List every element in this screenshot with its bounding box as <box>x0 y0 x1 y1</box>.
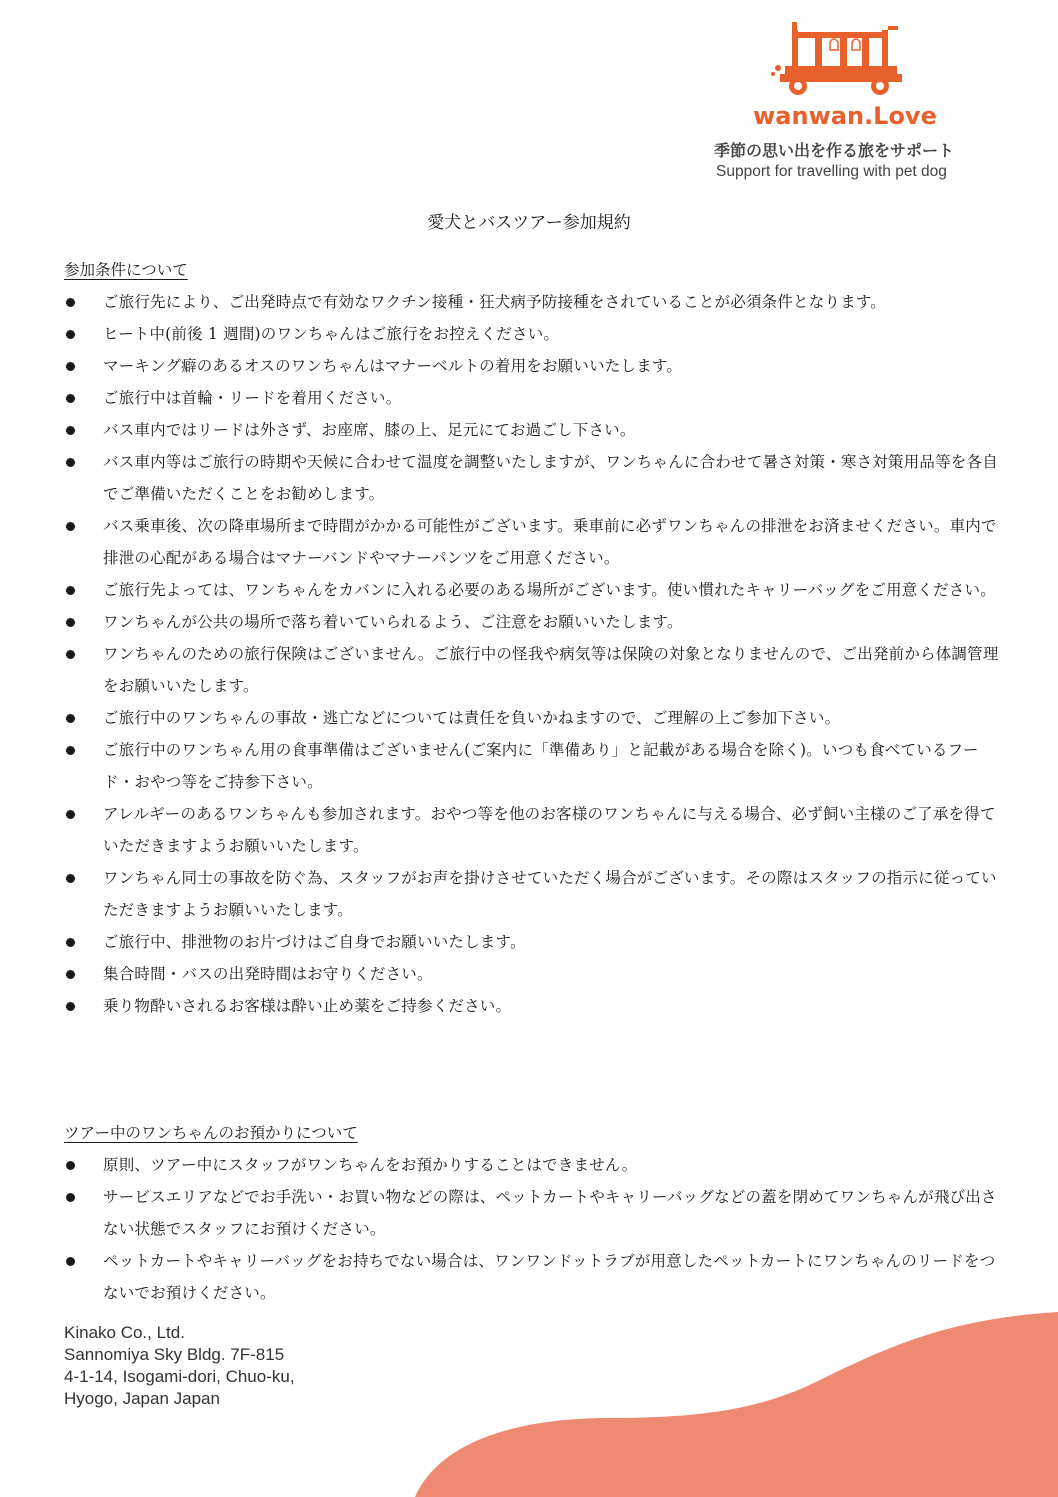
bullet-icon <box>66 1257 75 1266</box>
company-address <box>64 1322 295 1410</box>
bullet-icon <box>66 330 75 339</box>
section-heading: 参加条件について <box>64 261 188 279</box>
bullet-icon <box>66 298 75 307</box>
bullet-icon <box>66 1193 75 1202</box>
bullet-icon <box>66 1161 75 1170</box>
list-item: ヒート中(前後 1 週間)のワンちゃんはご旅行をお控えください。 <box>64 318 999 350</box>
list-item: ワンちゃんのための旅行保険はございません。ご旅行中の怪我や病気等は保険の対象となりませんので、ご出発前から体調管理をお願いいたします。 <box>64 638 999 702</box>
bullet-icon <box>66 1002 75 1011</box>
list-item: 乗り物酔いされるお客様は酔い止め薬をご持参ください。 <box>64 990 999 1022</box>
list-item: バス乗車後、次の降車場所まで時間がかかる可能性がございます。乗車前に必ずワンちゃんの排泄をお済ませください。車内で排泄の心配がある場合はマナーバンドやマナーパンツをご用意ください。 <box>64 510 999 574</box>
section-heading: ツアー中のワンちゃんのお預かりについて <box>64 1124 358 1142</box>
bullet-icon <box>66 522 75 531</box>
bullet-icon <box>66 426 75 435</box>
bullet-icon <box>66 650 75 659</box>
bullet-icon <box>66 970 75 979</box>
list-item: ご旅行中のワンちゃん用の食事準備はございません(ご案内に「準備あり」と記載がある場合を除く)。いつも食べているフード・おやつ等をご持参下さい。 <box>64 734 999 798</box>
list-item: 集合時間・バスの出発時間はお守りください。 <box>64 958 999 990</box>
custody-list <box>64 1149 999 1309</box>
bullet-icon <box>66 618 75 627</box>
list-item: バス車内ではリードは外さず、お座席、膝の上、足元にてお過ごし下さい。 <box>64 414 999 446</box>
section-dog-custody <box>64 1117 999 1309</box>
conditions-list <box>64 286 999 1022</box>
bullet-icon <box>66 362 75 371</box>
list-item: マーキング癖のあるオスのワンちゃんはマナーベルトの着用をお願いいたします。 <box>64 350 999 382</box>
list-item: ご旅行中のワンちゃんの事故・逃亡などについては責任を負いかねますので、ご理解の上ご参加下さい。 <box>64 702 999 734</box>
list-item: ご旅行先よっては、ワンちゃんをカバンに入れる必要のある場所がございます。使い慣れたキャリーバッグをご用意ください。 <box>64 574 999 606</box>
list-item: ご旅行中は首輪・リードを着用ください。 <box>64 382 999 414</box>
brand-name: wanwan.Love <box>753 102 937 130</box>
section-participation-conditions <box>64 254 999 1022</box>
list-item: ご旅行中、排泄物のお片づけはご自身でお願いいたします。 <box>64 926 999 958</box>
document-title: 愛犬とバスツアー参加規約 <box>427 213 631 233</box>
bullet-icon <box>66 586 75 595</box>
bullet-icon <box>66 810 75 819</box>
bus-logo-icon <box>770 22 920 102</box>
company-logo <box>700 22 1000 192</box>
list-item: 原則、ツアー中にスタッフがワンちゃんをお預かりすることはできません。 <box>64 1149 999 1181</box>
bullet-icon <box>66 938 75 947</box>
address-line: Sannomiya Sky Bldg. 7F-815 <box>64 1345 285 1364</box>
address-line: Hyogo, Japan Japan <box>64 1389 220 1408</box>
bullet-icon <box>66 874 75 883</box>
list-item: バス車内等はご旅行の時期や天候に合わせて温度を調整いたしますが、ワンちゃんに合わせて暑さ対策・寒さ対策用品等を各自でご準備いただくことをお勧めします。 <box>64 446 999 510</box>
list-item: サービスエリアなどでお手洗い・お買い物などの際は、ペットカートやキャリーバッグなどの蓋を閉めてワンちゃんが飛び出さない状態でスタッフにお預けください。 <box>64 1181 999 1245</box>
list-item: アレルギーのあるワンちゃんも参加されます。おやつ等を他のお客様のワンちゃんに与える場合、必ず飼い主様のご了承を得ていただきますようお願いいたします。 <box>64 798 999 862</box>
list-item: ペットカートやキャリーバッグをお持ちでない場合は、ワンワンドットラブが用意したペットカートにワンちゃんのリードをつないでお預けください。 <box>64 1245 999 1309</box>
bullet-icon <box>66 394 75 403</box>
tagline-english: Support for travelling with pet dog <box>716 163 947 180</box>
list-item: ワンちゃん同士の事故を防ぐ為、スタッフがお声を掛けさせていただく場合がございます。その際はスタッフの指示に従っていただきますようお願いいたします。 <box>64 862 999 926</box>
bullet-icon <box>66 458 75 467</box>
bullet-icon <box>66 746 75 755</box>
list-item: ご旅行先により、ご出発時点で有効なワクチン接種・狂犬病予防接種をされていることが必須条件となります。 <box>64 286 999 318</box>
list-item: ワンちゃんが公共の場所で落ち着いていられるよう、ご注意をお願いいたします。 <box>64 606 999 638</box>
tagline-japanese: 季節の思い出を作る旅をサポート <box>714 141 955 160</box>
address-line: Kinako Co., Ltd. <box>64 1323 185 1342</box>
bullet-icon <box>66 714 75 723</box>
address-line: 4-1-14, Isogami-dori, Chuo-ku, <box>64 1367 295 1386</box>
